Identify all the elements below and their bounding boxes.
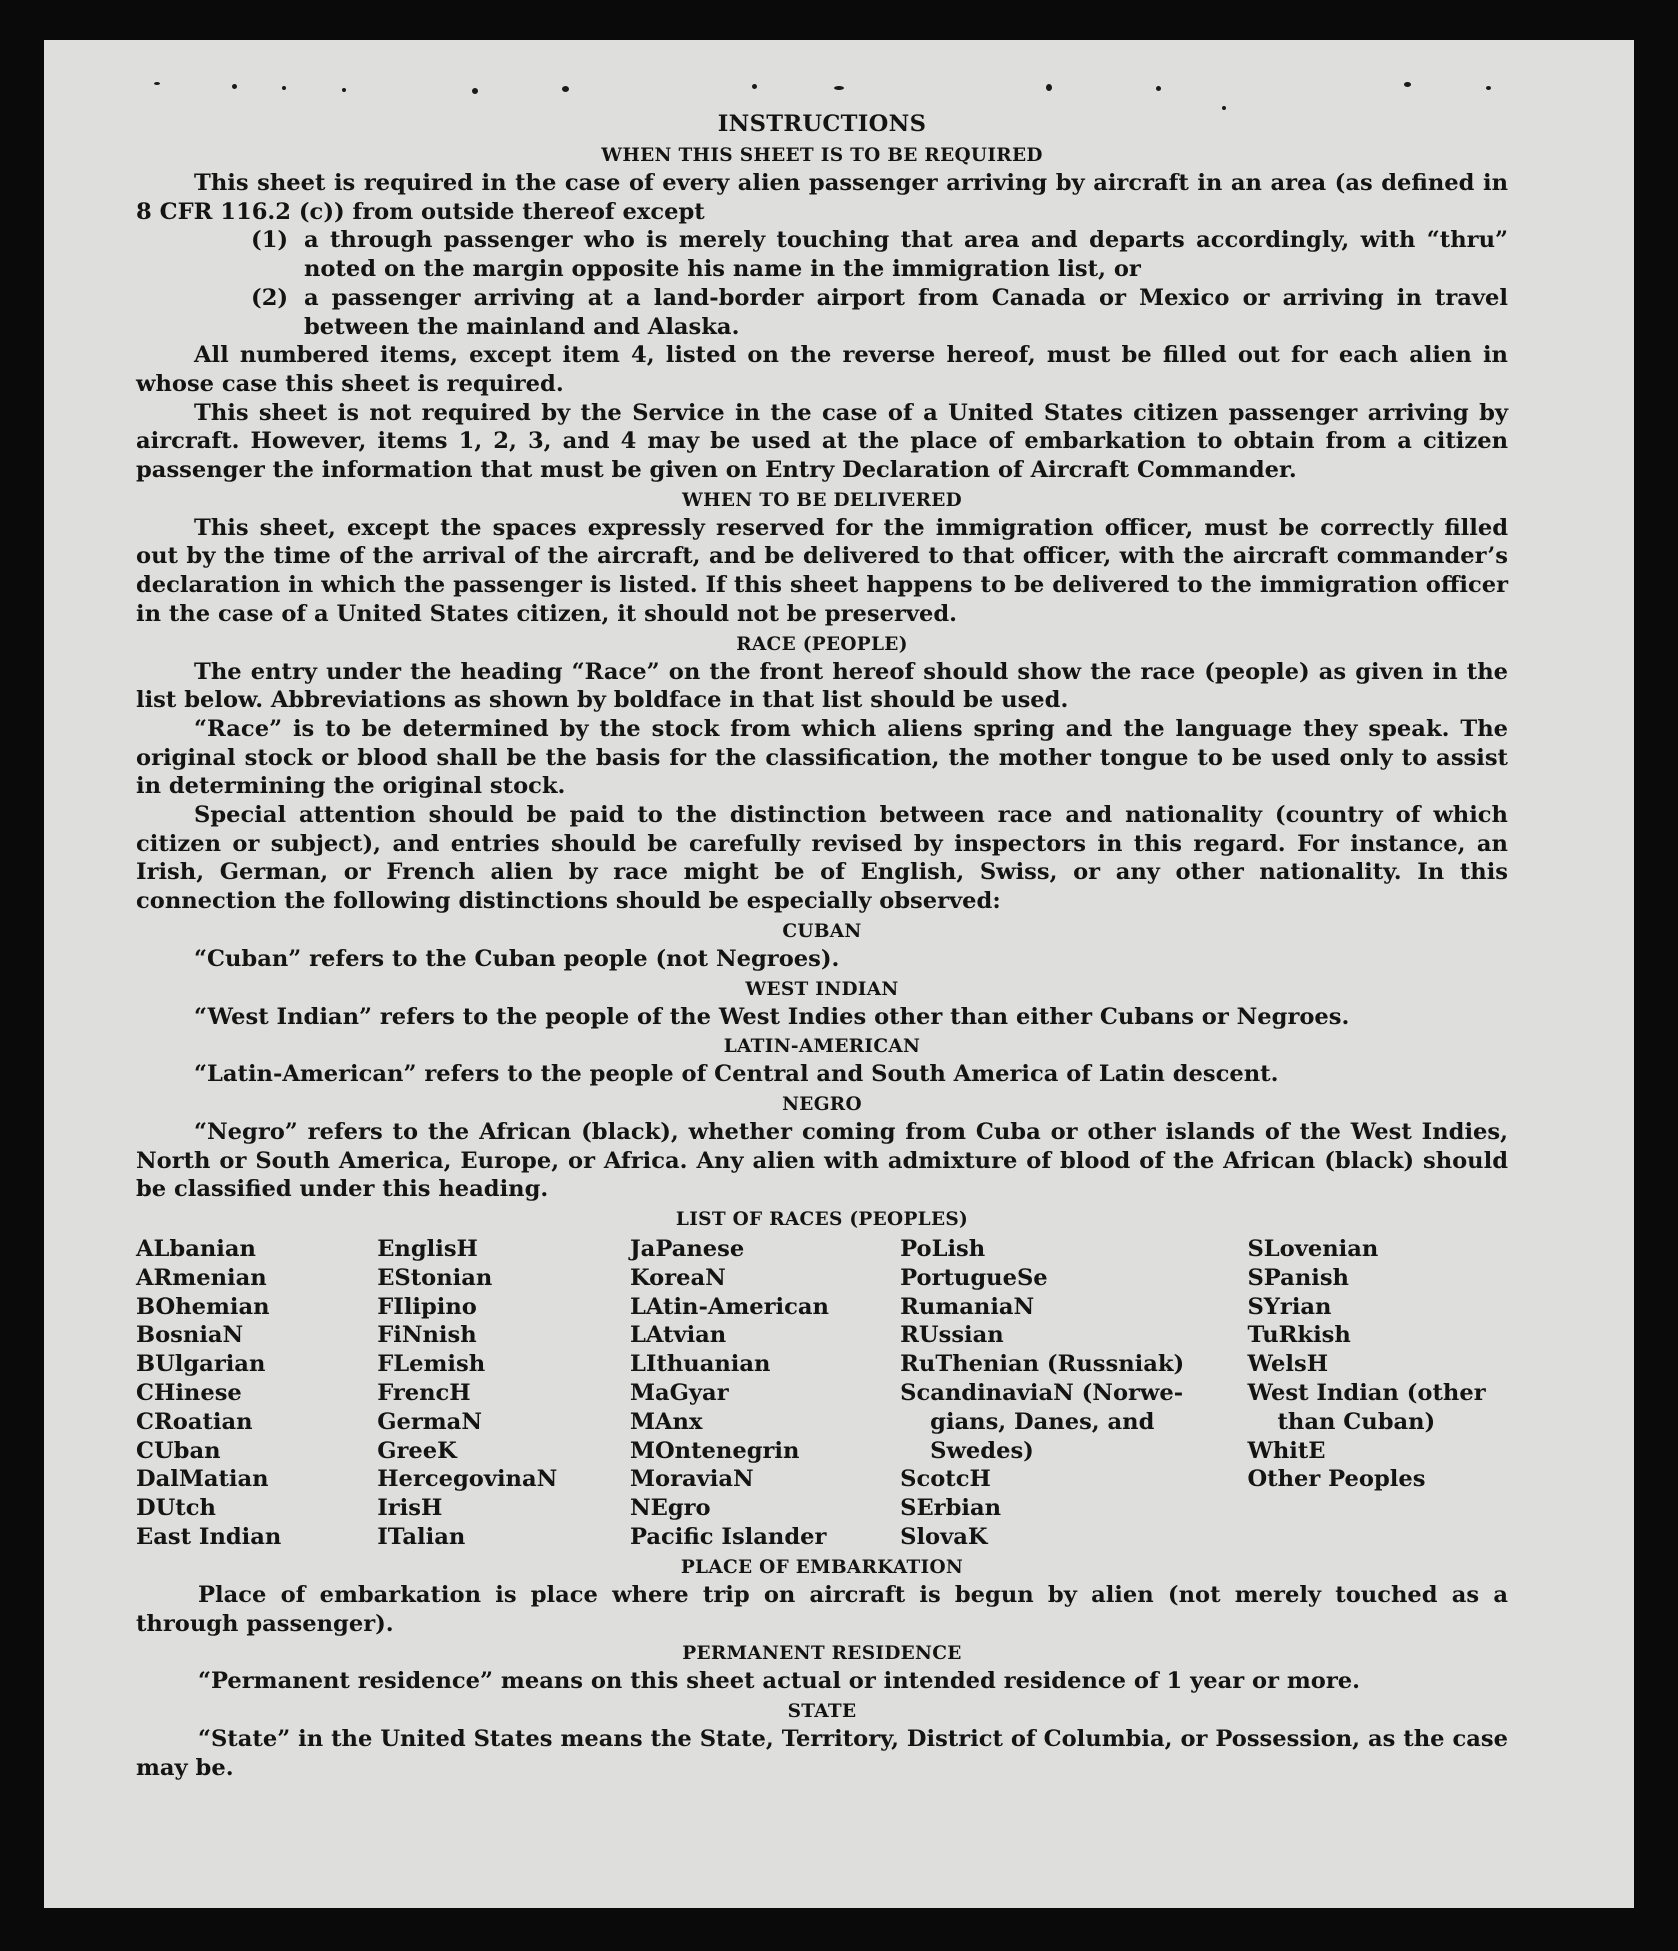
race-entry-continuation: than Cuban) xyxy=(1277,1408,1436,1435)
exception-item-1-text: a through passenger who is merely touching that area and departs accordingly, with “thru” noted on the margin opposite his name in the immigration list, or xyxy=(304,227,1508,283)
race-entry: LAtin-American xyxy=(629,1293,829,1320)
state-text: “State” in the United States means the State, Territory, District of Columbia, or Possession, as the case may be. xyxy=(136,1725,1508,1781)
race-entry: Other Peoples xyxy=(1247,1466,1426,1493)
race-column-1 xyxy=(136,1235,377,1552)
race-entry: RumaniaN xyxy=(900,1293,1035,1320)
race-entry: BosniaN xyxy=(136,1322,244,1349)
section-heading-state: STATE xyxy=(787,1700,857,1722)
race-entry-continuation: gians, Danes, and xyxy=(930,1408,1155,1435)
numbered-items-paragraph: All numbered items, except item 4, listed on the reverse hereof, must be filled out for each alien in whose case this sheet is required. xyxy=(136,342,1508,397)
race-entry: RUssian xyxy=(900,1322,1004,1349)
page-title: INSTRUCTIONS xyxy=(717,111,927,137)
cuban-text: “Cuban” refers to the Cuban people (not Negroes). xyxy=(194,945,840,972)
race-entry: MAnx xyxy=(629,1408,703,1435)
race-entry: FiNnish xyxy=(377,1322,477,1349)
race-entry: HercegovinaN xyxy=(377,1466,558,1493)
speck xyxy=(562,86,569,92)
race-entry: Pacific Islander xyxy=(629,1524,827,1551)
race-entry: CRoatian xyxy=(136,1408,253,1435)
race-entry: SYrian xyxy=(1247,1293,1332,1320)
scan-specks xyxy=(44,40,1634,140)
race-entry: SErbian xyxy=(900,1495,1002,1522)
race-entry: FrencH xyxy=(377,1380,471,1407)
race-entry: CUban xyxy=(136,1437,221,1464)
race-entry: CHinese xyxy=(136,1380,242,1407)
race-column-2 xyxy=(377,1235,630,1552)
race-list xyxy=(136,1235,1508,1552)
section-heading-list-of-races: LIST OF RACES (PEOPLES) xyxy=(675,1209,969,1231)
race-entry: PoLish xyxy=(900,1236,986,1263)
exception-item-2-text: a passenger arriving at a land-border airport from Canada or Mexico or arriving in travel between the mainland and Alaska. xyxy=(304,284,1508,340)
section-heading-race: RACE (PEOPLE) xyxy=(736,633,908,655)
race-entry: DalMatian xyxy=(136,1466,269,1493)
race-entry: ARmenian xyxy=(136,1264,267,1291)
race-entry: EStonian xyxy=(377,1264,493,1291)
west-indian-text: “West Indian” refers to the people of the West Indies other than either Cubans or Negroes. xyxy=(194,1003,1350,1030)
race-entry: SlovaK xyxy=(900,1524,988,1551)
section-heading-permanent-residence: PERMANENT RESIDENCE xyxy=(682,1643,962,1665)
race-entry: BOhemian xyxy=(136,1293,270,1320)
race-entry: KoreaN xyxy=(629,1264,726,1291)
permanent-residence-text: “Permanent residence” means on this sheet actual or intended residence of 1 year or more. xyxy=(198,1668,1361,1695)
race-entry: JaPanese xyxy=(629,1236,745,1263)
embarkation-text: Place of embarkation is place where trip on aircraft is begun by alien (not merely touched as a through passenger). xyxy=(136,1581,1508,1637)
race-column-3 xyxy=(630,1235,900,1552)
section-heading-west-indian: WEST INDIAN xyxy=(745,978,899,1000)
race-entry: ScandinaviaN (Norwe- xyxy=(900,1380,1184,1407)
race-entry: SLovenian xyxy=(1247,1236,1379,1263)
race-entry: MOntenegrin xyxy=(629,1437,800,1464)
race-entry: SPanish xyxy=(1247,1264,1349,1291)
section-heading-latin-american: LATIN-AMERICAN xyxy=(723,1036,921,1058)
race-entry: PortugueSe xyxy=(900,1264,1048,1291)
section-heading-negro: NEGRO xyxy=(782,1093,862,1115)
speck xyxy=(1156,86,1161,91)
exception-item-1-number: (1) xyxy=(251,227,289,254)
race-column-4 xyxy=(900,1235,1247,1552)
race-entry: BUlgarian xyxy=(136,1351,266,1378)
speck xyxy=(834,86,844,90)
section-heading-embarkation: PLACE OF EMBARKATION xyxy=(680,1556,964,1578)
race-paragraph-1: The entry under the heading “Race” on the front hereof should show the race (people) as given in the list below. Abbreviations as shown by boldface in that list should be used. xyxy=(136,658,1508,714)
race-entry: GreeK xyxy=(377,1437,457,1464)
race-entry: LAtvian xyxy=(629,1322,727,1349)
race-entry: WhitE xyxy=(1247,1437,1326,1464)
speck xyxy=(472,88,478,94)
citizen-not-required-paragraph: This sheet is not required by the Service in the case of a United States citizen passenger arriving by aircraft. However, items 1, 2, 3, and 4 may be used at the place of embarkation to obtain from a citizen passenger the information that must be given on Entry Declaration of Aircraft Commander. xyxy=(136,399,1508,484)
speck xyxy=(232,84,237,89)
speck xyxy=(1222,106,1226,110)
exception-item-2-number: (2) xyxy=(251,284,289,311)
race-entry: TuRkish xyxy=(1247,1322,1351,1349)
race-entry: West Indian (other xyxy=(1247,1380,1486,1407)
race-entry: MaGyar xyxy=(629,1380,729,1407)
race-entry: IrisH xyxy=(377,1495,443,1522)
section-heading-when-delivered: WHEN TO BE DELIVERED xyxy=(682,489,962,511)
speck xyxy=(154,82,160,85)
race-entry: ITalian xyxy=(377,1524,466,1551)
race-entry-continuation: Swedes) xyxy=(930,1437,1034,1464)
race-entry: GermaN xyxy=(377,1408,482,1435)
race-entry: NEgro xyxy=(629,1495,711,1522)
exception-item-1 xyxy=(136,226,1508,283)
race-entry: East Indian xyxy=(136,1524,282,1551)
negro-text: “Negro” refers to the African (black), whether coming from Cuba or other islands of the West Indies, North or South America, Europe, or Africa. Any alien with admixture of blood of the African (black) should be classified under this heading. xyxy=(136,1118,1508,1203)
race-entry: FIlipino xyxy=(377,1293,477,1320)
exception-item-2 xyxy=(136,284,1508,341)
speck xyxy=(1046,84,1052,91)
race-entry: FLemish xyxy=(377,1351,486,1378)
race-entry: EnglisH xyxy=(377,1236,478,1263)
race-entry: ScotcH xyxy=(900,1466,991,1493)
speck xyxy=(1404,82,1411,87)
when-required-intro: This sheet is required in the case of every alien passenger arriving by aircraft in an area (as defined in 8 CFR 116.2 (c)) from outside thereof except xyxy=(136,170,1508,225)
speck xyxy=(282,86,286,90)
speck xyxy=(1486,86,1491,90)
race-paragraph-2: “Race” is to be determined by the stock from which aliens spring and the language they speak. The original stock or blood shall be the basis for the classification, the mother tongue to be used only to assist in determining the original stock. xyxy=(136,715,1508,800)
race-entry: LIthuanian xyxy=(629,1351,771,1378)
race-entry: ALbanian xyxy=(136,1236,256,1263)
race-entry: MoraviaN xyxy=(629,1466,754,1493)
section-heading-cuban: CUBAN xyxy=(782,920,862,942)
race-column-5 xyxy=(1247,1235,1508,1552)
race-entry: DUtch xyxy=(136,1495,216,1522)
when-delivered-text: This sheet, except the spaces expressly reserved for the immigration officer, must be correctly filled out by the time of the arrival of the aircraft, and be delivered to that officer, with the aircraft commander’s declaration in which the passenger is listed. If this sheet happens to be delivered to the immigration officer in the case of a United States citizen, it should not be preserved. xyxy=(136,514,1508,627)
speck xyxy=(342,88,346,92)
latin-american-text: “Latin-American” refers to the people of Central and South America of Latin descent. xyxy=(194,1061,1279,1088)
speck xyxy=(752,84,757,89)
instruction-sheet xyxy=(44,40,1634,1908)
race-entry: RuThenian (Russniak) xyxy=(900,1351,1185,1378)
section-heading-when-required: WHEN THIS SHEET IS TO BE REQUIRED xyxy=(601,145,1043,166)
race-entry: WelsH xyxy=(1247,1351,1329,1378)
race-paragraph-3: Special attention should be paid to the distinction between race and nationality (country of which citizen or subject), and entries should be carefully revised by inspectors in this regard. For instance, an Irish, German, or French alien by race might be of English, Swiss, or any other nationality. In this connection the following distinctions should be especially observed: xyxy=(136,802,1508,915)
